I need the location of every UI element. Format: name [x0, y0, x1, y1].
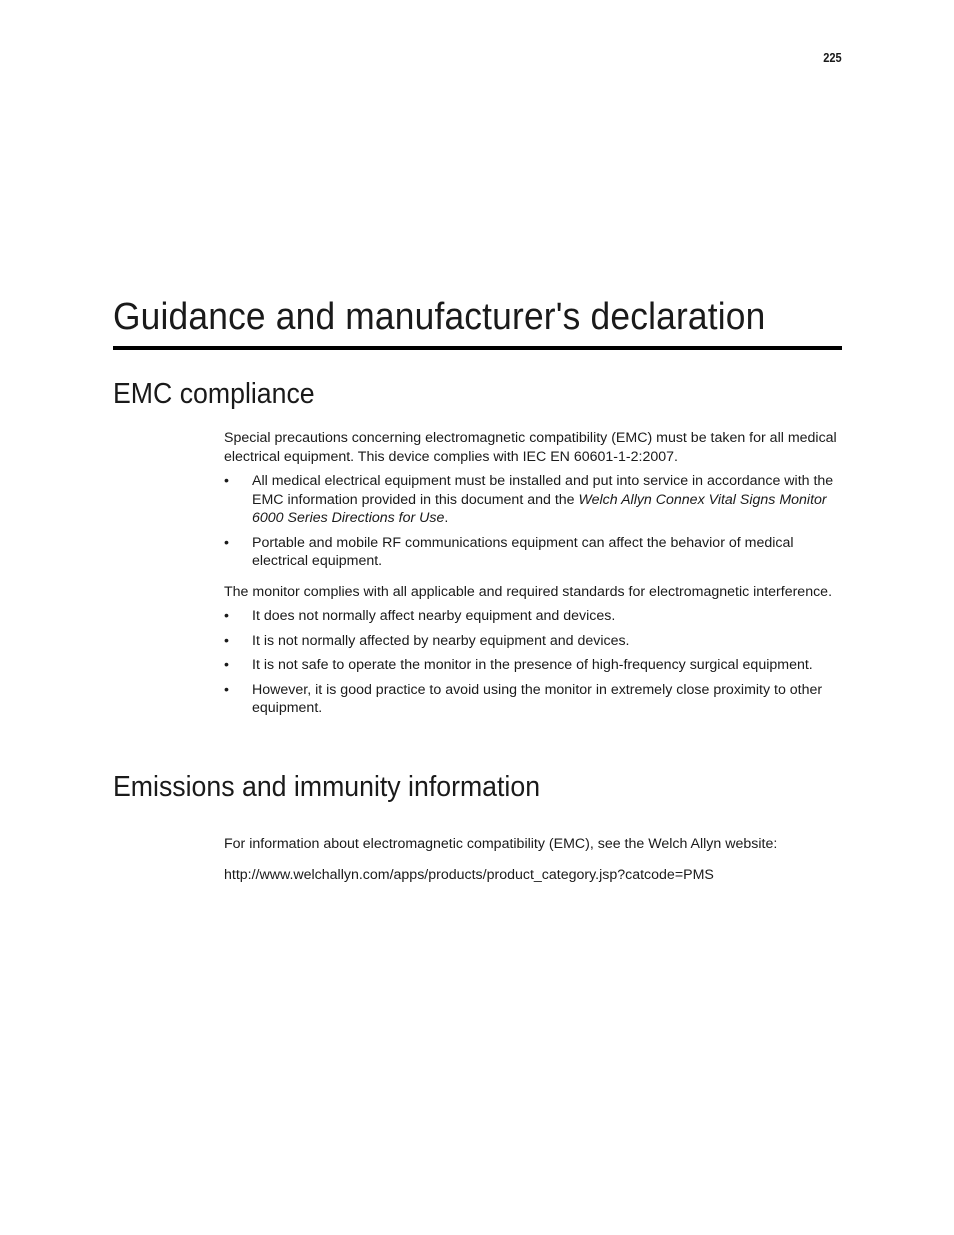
- bullet-icon: •: [224, 608, 229, 624]
- list-item: [224, 656, 844, 675]
- section-heading-emc-compliance: EMC compliance: [113, 378, 315, 410]
- list-item: [224, 681, 844, 718]
- list-item: [224, 472, 844, 528]
- bullet-text: It is not normally affected by nearby equipment and devices.: [252, 632, 630, 649]
- bullet-text-end: .: [444, 510, 449, 526]
- bullet-text: It is not safe to operate the monitor in the presence of high-frequency surgical equipment.: [252, 657, 813, 673]
- bullet-text: However, it is good practice to avoid using the monitor in extremely close proximity to other equipment.: [252, 681, 823, 716]
- website-url: http://www.welchallyn.com/apps/products/product_category.jsp?catcode=PMS: [224, 866, 714, 883]
- section-heading-emissions-immunity: Emissions and immunity information: [113, 771, 541, 803]
- list-item: [224, 607, 844, 626]
- emissions-body: [224, 835, 844, 884]
- chapter-title: Guidance and manufacturer's declaration: [113, 296, 766, 338]
- bullet-icon: •: [224, 632, 229, 649]
- emc-intro-paragraph: Special precautions concerning electromagnetic compatibility (EMC) must be taken for all medical electrical equipment. This device complies with IEC EN 60601-1-2:2007.: [224, 430, 837, 465]
- emc-bullet-list-1: [224, 472, 844, 571]
- bullet-icon: •: [224, 473, 229, 489]
- emc-compliance-body: [224, 429, 844, 718]
- bullet-icon: •: [224, 534, 229, 551]
- bullet-text: Portable and mobile RF communications equipment can affect the behavior of medical electrical equipment.: [252, 534, 794, 569]
- page-number: 225: [823, 50, 842, 65]
- emc-bullet-list-2: [224, 607, 844, 718]
- emc-paragraph-2: The monitor complies with all applicable and required standards for electromagnetic interference.: [224, 583, 833, 600]
- bullet-text: It does not normally affect nearby equipment and devices.: [252, 608, 616, 624]
- bullet-text: All medical electrical equipment must be installed and put into service in accordance with the EMC information provided in this document and the: [252, 473, 834, 508]
- list-item: [224, 632, 844, 651]
- bullet-icon: •: [224, 681, 229, 698]
- emissions-paragraph: For information about electromagnetic compatibility (EMC), see the Welch Allyn website:: [224, 836, 778, 852]
- title-rule: [113, 346, 842, 350]
- list-item: [224, 534, 844, 571]
- bullet-icon: •: [224, 657, 229, 673]
- document-reference: Welch Allyn Connex Vital Signs Monitor 6000 Series Directions for Use: [252, 491, 827, 526]
